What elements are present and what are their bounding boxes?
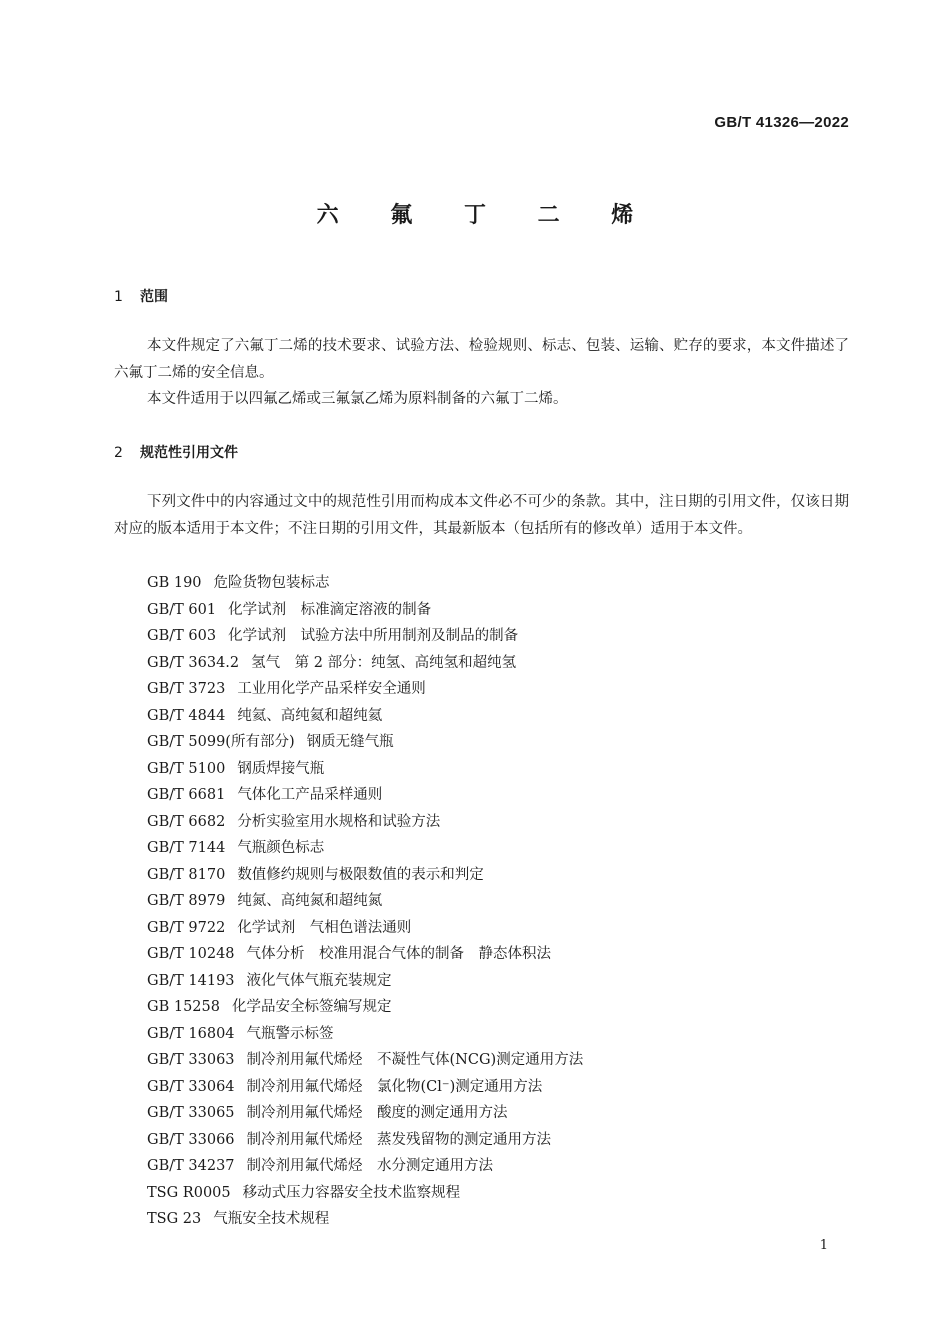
reference-code: GB/T 5099(所有部分) [147,734,295,750]
reference-title: 制冷剂用氟代烯烃 蒸发残留物的测定通用方法 [246,1131,552,1148]
section-2-title: 规范性引用文件 [140,445,238,461]
reference-code: GB/T 34237 [147,1158,235,1174]
reference-code: GB/T 33064 [147,1078,235,1095]
reference-item [147,1127,583,1154]
reference-title: 气瓶颜色标志 [237,840,325,856]
reference-code: GB/T 6681 [147,787,226,803]
reference-code: GB/T 603 [147,628,217,644]
reference-code: TSG R0005 [147,1184,231,1201]
normative-references-list [147,570,583,1233]
reference-code: GB/T 33066 [147,1131,235,1148]
reference-title: 化学试剂 试验方法中所用制剂及制品的制备 [228,628,519,644]
reference-title: 工业用化学产品采样安全通则 [237,681,426,697]
reference-code: GB/T 9722 [147,919,226,936]
reference-title: 化学试剂 气相色谱法通则 [237,919,412,936]
section-2-number: 2 [114,445,123,461]
reference-code: TSG 23 [147,1211,202,1227]
reference-item [147,1206,583,1233]
reference-item [147,915,583,942]
reference-code: GB/T 601 [147,601,217,618]
reference-item [147,862,583,889]
reference-item [147,1100,583,1127]
reference-code: GB/T 16804 [147,1025,235,1042]
reference-title: 移动式压力容器安全技术监察规程 [242,1184,461,1201]
reference-title: 气体分析 校准用混合气体的制备 静态体积法 [246,946,552,962]
reference-code: GB/T 8170 [147,866,226,883]
reference-item [147,756,583,783]
reference-item [147,835,583,862]
section-1-paragraph-1: 本文件规定了六氟丁二烯的技术要求、试验方法、检验规则、标志、包装、运输、贮存的要求，本文件描述了六氟丁二烯的安全信息。 [114,338,849,381]
reference-title: 气体化工产品采样通则 [237,787,383,803]
reference-title: 纯氦、高纯氦和超纯氦 [237,707,383,724]
section-1-title: 范围 [140,289,168,305]
page-number: 1 [819,1238,828,1253]
reference-code: GB 190 [147,575,202,591]
reference-title: 气瓶警示标签 [246,1025,334,1042]
reference-title: 分析实验室用水规格和试验方法 [237,813,441,830]
reference-code: GB 15258 [147,999,220,1015]
reference-title: 化学品安全标签编写规定 [231,999,392,1015]
reference-title: 制冷剂用氟代烯烃 不凝性气体(NCG)测定通用方法 [246,1052,584,1068]
reference-code: GB/T 4844 [147,707,226,724]
reference-code: GB/T 8979 [147,893,226,909]
section-1-paragraph-2: 本文件适用于以四氟乙烯或三氟氯乙烯为原料制备的六氟丁二烯。 [147,391,568,407]
reference-title: 化学试剂 标准滴定溶液的制备 [228,601,432,618]
reference-title: 数值修约规则与极限数值的表示和判定 [237,866,484,883]
reference-item [147,994,583,1021]
reference-item [147,888,583,915]
reference-code: GB/T 6682 [147,813,226,830]
reference-title: 制冷剂用氟代烯烃 水分测定通用方法 [246,1158,494,1174]
standard-code: GB/T 41326—2022 [714,114,849,131]
reference-code: GB/T 33063 [147,1052,235,1068]
reference-title: 纯氮、高纯氮和超纯氮 [237,893,383,909]
reference-title: 液化气体气瓶充装规定 [246,972,392,989]
reference-item [147,968,583,995]
section-2-heading [114,442,238,462]
reference-item [147,570,583,597]
reference-item [147,1021,583,1048]
reference-code: GB/T 3723 [147,681,226,697]
reference-title: 气瓶安全技术规程 [213,1211,330,1227]
reference-title: 钢质无缝气瓶 [306,734,394,750]
section-1-heading [114,286,168,306]
reference-title: 氢气 第 2 部分：纯氢、高纯氢和超纯氢 [251,654,517,671]
reference-code: GB/T 10248 [147,946,235,962]
reference-code: GB/T 33065 [147,1105,235,1121]
reference-item [147,623,583,650]
reference-item [147,1180,583,1207]
reference-item [147,782,583,809]
reference-code: GB/T 7144 [147,840,226,856]
section-2-paragraph-1: 下列文件中的内容通过文中的规范性引用而构成本文件必不可少的条款。其中，注日期的引用文件，仅该日期对应的版本适用于本文件；不注日期的引用文件，其最新版本（包括所有的修改单）适用于本文件。 [114,494,849,537]
reference-item [147,703,583,730]
reference-item [147,1153,583,1180]
reference-title: 危险货物包装标志 [213,575,330,591]
reference-code: GB/T 5100 [147,760,226,777]
reference-code: GB/T 14193 [147,972,235,989]
reference-title: 制冷剂用氟代烯烃 氯化物(Cl⁻)测定通用方法 [246,1078,543,1095]
reference-item [147,597,583,624]
reference-item [147,676,583,703]
section-1-number: 1 [114,289,123,305]
reference-item [147,1047,583,1074]
reference-title: 钢质焊接气瓶 [237,760,325,777]
reference-item [147,650,583,677]
reference-item [147,729,583,756]
reference-item [147,941,583,968]
reference-title: 制冷剂用氟代烯烃 酸度的测定通用方法 [246,1105,508,1121]
reference-code: GB/T 3634.2 [147,654,240,671]
reference-item [147,1074,583,1101]
reference-item [147,809,583,836]
document-title: 六 氟 丁 二 烯 [316,203,656,228]
